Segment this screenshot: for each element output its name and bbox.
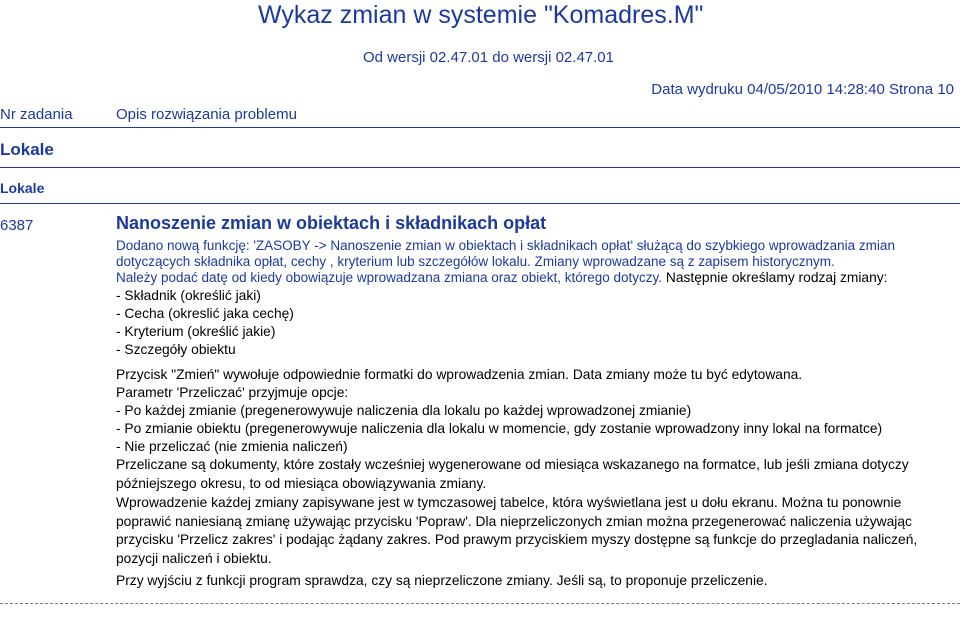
print-info: Data wydruku 04/05/2010 14:28:40 Strona 10 — [651, 81, 954, 98]
task-number: 6387 — [0, 217, 34, 234]
document-title: Wykaz zmian w systemie "Komadres.M" — [258, 1, 704, 29]
change-type-item: - Cecha (okreslić jaka cechę) — [116, 306, 294, 321]
section-title: Lokale — [0, 140, 54, 159]
paragraph-wyjscie: Przy wyjściu z funkcji program sprawdza, czy są nieprzeliczone zmiany. Jeśli są, to proponuje przeliczenie. — [116, 573, 768, 588]
column-header-description: Opis rozwiązania problemu — [116, 106, 297, 123]
change-type-item: - Składnik (określić jaki) — [116, 288, 261, 303]
task-instruction-black: Następnie określamy rodzaj zmiany: — [662, 270, 888, 285]
task-title: Nanoszenie zmian w obiektach i składnikach opłat — [116, 213, 547, 233]
change-type-item: - Szczegóły obiektu — [116, 342, 236, 357]
header-divider — [0, 127, 960, 128]
page-bottom-divider — [0, 603, 960, 604]
task-intro: Dodano nową funkcję: 'ZASOBY -> Nanoszenie zmian w obiektach i składnikach opłat' służącą do szybkiego wprowadzania zmian dotyczących składnika opłat, cechy , kryterium lub szczegółów lokalu. Zmiany wprowadzane są z zapisem historycznym. — [116, 238, 895, 269]
task-instruction-blue: Należy podać datę od kiedy obowiązuje wprowadzana zmiana oraz obiekt, którego dotyczy. — [116, 270, 663, 285]
option-item: - Po zmianie obiektu (pregenerowywuje naliczenia dla lokalu w momencie, gdy zostanie wprowadzony inny lokal na formatce) — [116, 421, 883, 436]
column-header-task-number: Nr zadania — [0, 106, 73, 123]
section-divider — [0, 167, 960, 168]
option-item: - Po każdej zmianie (pregenerowywuje naliczenia dla lokalu po każdej wprowadzonej zmianie) — [116, 403, 692, 418]
paragraph-przeliczane: Przeliczane są dokumenty, które zostały wcześniej wygenerowane od miesiąca wskazanego na formatce, lub jeśli zmiana dotyczy późniejszego okresu, to od miesiąca obowiązywania zmiany. — [116, 457, 909, 491]
change-type-item: - Kryterium (określić jakie) — [116, 324, 276, 339]
task-instruction-line — [116, 269, 888, 287]
paragraph-zmien-button: Przycisk "Zmień" wywołuje odpowiednie formatki do wprowadzenia zmian. Data zmiany może tu być edytowana. — [116, 367, 803, 382]
option-item: - Nie przeliczać (nie zmienia naliczeń) — [116, 439, 348, 454]
version-range: Od wersji 02.47.01 do wersji 02.47.01 — [363, 49, 614, 66]
paragraph-parametr: Parametr 'Przeliczać' przyjmuje opcje: — [116, 385, 349, 400]
paragraph-wprowadzenie: Wprowadzenie każdej zmiany zapisywane jest w tymczasowej tabelce, która wyświetlana jest u dołu ekranu. Można tu ponownie poprawić naniesianą zmianę używając przycisku 'Popraw'. Dla nieprzeliczonych zmian można przegenerować naliczenia używając przycisku 'Przelicz zakres' i podając żądany zakres. Pod prawym przyciskiem myszy dostępne są funkcje do przegladania naliczeń, pozycji naliczeń i obiektu. — [116, 495, 918, 566]
subsection-title: Lokale — [0, 180, 45, 196]
subsection-divider — [0, 203, 960, 204]
